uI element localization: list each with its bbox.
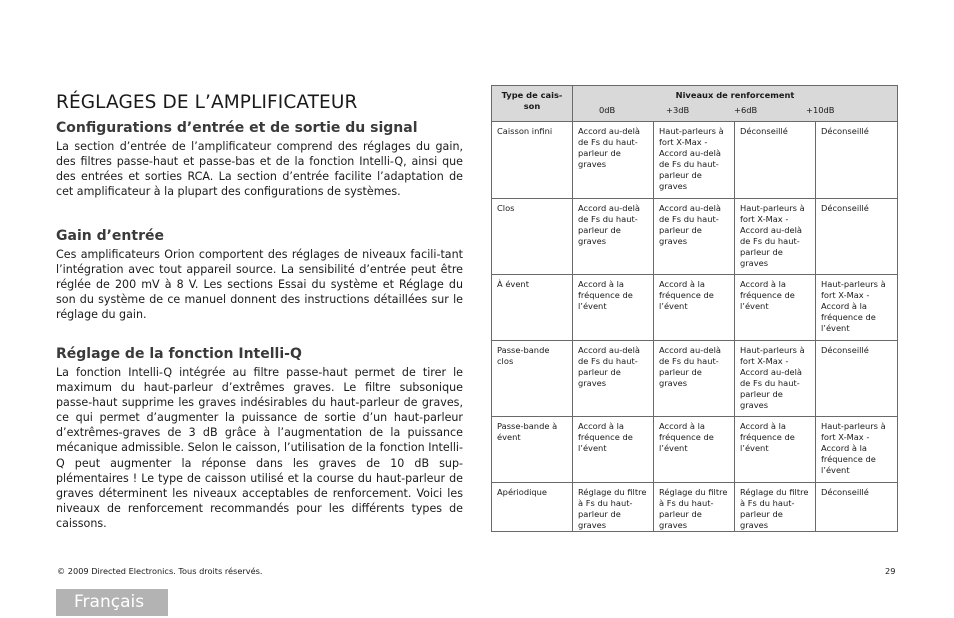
- page-title: RÉGLAGES DE L’AMPLIFICATEUR: [56, 92, 358, 114]
- copyright-notice: © 2009 Directed Electronics. Tous droits réservés.: [57, 566, 263, 576]
- header-boost-levels-title: Niveaux de renforcement: [675, 90, 795, 100]
- table-cell: Accord au-delà de Fs du haut-parleur de graves: [573, 122, 654, 199]
- table-cell: Accord au-delà de Fs du haut-parleur de graves: [573, 199, 654, 275]
- table-row: [492, 483, 898, 532]
- table-cell: Déconseillé: [735, 122, 816, 199]
- table-cell: Accord à la fréquence de l’évent: [735, 417, 816, 483]
- table-cell: Passe-bande clos: [492, 341, 573, 417]
- page-number: 29: [885, 566, 896, 576]
- table-cell: Accord au-delà de Fs du haut-parleur de graves: [573, 341, 654, 417]
- table-row: [492, 275, 898, 341]
- section-heading: Configurations d’entrée et de sortie du signal: [56, 120, 418, 136]
- table-cell: Passe-bande à évent: [492, 417, 573, 483]
- level-10db: +10dB: [806, 104, 835, 115]
- table-row: [492, 341, 898, 417]
- level-0db: 0dB: [599, 104, 616, 115]
- table-cell: À évent: [492, 275, 573, 341]
- table-cell: Haut-parleurs à fort X-Max - Accord au-delà de Fs du haut-parleur de graves: [654, 122, 735, 199]
- table-cell: Déconseillé: [816, 341, 898, 417]
- table-row: [492, 122, 898, 199]
- table-cell: Déconseillé: [816, 483, 898, 532]
- table-cell: Réglage du filtre à Fs du haut-parleur de graves: [735, 483, 816, 532]
- table-cell: Haut-parleurs à fort X-Max - Accord au-delà de Fs du haut-parleur de graves: [735, 341, 816, 417]
- section-heading: Réglage de la fonction Intelli-Q: [56, 346, 302, 362]
- table-cell: Apériodique: [492, 483, 573, 532]
- table-cell: Accord à la fréquence de l’évent: [654, 275, 735, 341]
- section-intelli-q: [56, 346, 463, 531]
- table-cell: Clos: [492, 199, 573, 275]
- table-cell: Accord à la fréquence de l’évent: [573, 417, 654, 483]
- table-cell: Accord à la fréquence de l’évent: [654, 417, 735, 483]
- level-6db: +6dB: [734, 104, 758, 115]
- language-tab: Français: [56, 589, 168, 616]
- table-row: [492, 417, 898, 483]
- table-cell: Haut-parleurs à fort X-Max - Accord à la fréquence de l’évent: [816, 417, 898, 483]
- section-body: La section d’entrée de l’amplificateur comprend des réglages du gain, des filtres passe-haut et passe-bas et de la fonction Intelli-Q, ainsi que des entrées et sorties RCA. La section d’entrée facilite l’adaptation de cet amplificateur à la plupart des configurations de systèmes.: [56, 140, 463, 199]
- table-cell: Déconseillé: [816, 122, 898, 199]
- table-cell: Haut-parleurs à fort X-Max - Accord au-delà de Fs du haut-parleur de graves: [735, 199, 816, 275]
- table-cell: Haut-parleurs à fort X-Max - Accord à la fréquence de l’évent: [816, 275, 898, 341]
- boost-levels-table: [491, 85, 898, 532]
- section-body: Ces amplificateurs Orion comportent des réglages de niveaux facili-tant l’intégration avec tout appareil source. La sensibilité d’entrée peut être réglée de 200 mV à 8 V. Les sections Essai du système et Réglage du son du système de ce manuel donnent des instructions détaillées sur le réglage du gain.: [56, 248, 463, 322]
- section-heading: Gain d’entrée: [56, 228, 164, 244]
- table-cell: Réglage du filtre à Fs du haut-parleur de graves: [573, 483, 654, 532]
- section-body: La fonction Intelli-Q intégrée au filtre passe-haut permet de tirer le maximum du haut-parleur d’extrêmes graves. Le filtre subsonique passe-haut supprime les graves indésirables du haut-parleur de graves, ce qui permet d’augmenter la puissance de sortie d’un haut-parleur d’extrêmes-graves de 3 dB grâce à l’augmentation de la puissance mécanique admissible. Selon le caisson, l’utilisation de la fonction Intelli-Q peut augmenter la réponse dans les graves de 10 dB sup-plémentaires ! Le type de caisson utilisé et la course du haut-parleur de graves déterminent les niveaux acceptables de renforcement. Voici les niveaux de renforcement recommandés pour les différents types de caissons.: [56, 366, 463, 530]
- table-cell: Réglage du filtre à Fs du haut-parleur de graves: [654, 483, 735, 532]
- table-cell: Accord à la fréquence de l’évent: [735, 275, 816, 341]
- table-cell: Accord au-delà de Fs du haut-parleur de graves: [654, 341, 735, 417]
- header-boost-levels: [573, 86, 898, 122]
- table-row: [492, 199, 898, 275]
- table-cell: Déconseillé: [816, 199, 898, 275]
- level-3db: +3dB: [666, 104, 690, 115]
- section-signal-configurations: [56, 120, 463, 199]
- table-cell: Accord à la fréquence de l’évent: [573, 275, 654, 341]
- section-input-gain: [56, 228, 463, 322]
- header-enclosure-type: Type de cais-son: [492, 86, 573, 122]
- table-cell: Caisson infini: [492, 122, 573, 199]
- table-cell: Accord au-delà de Fs du haut-parleur de graves: [654, 199, 735, 275]
